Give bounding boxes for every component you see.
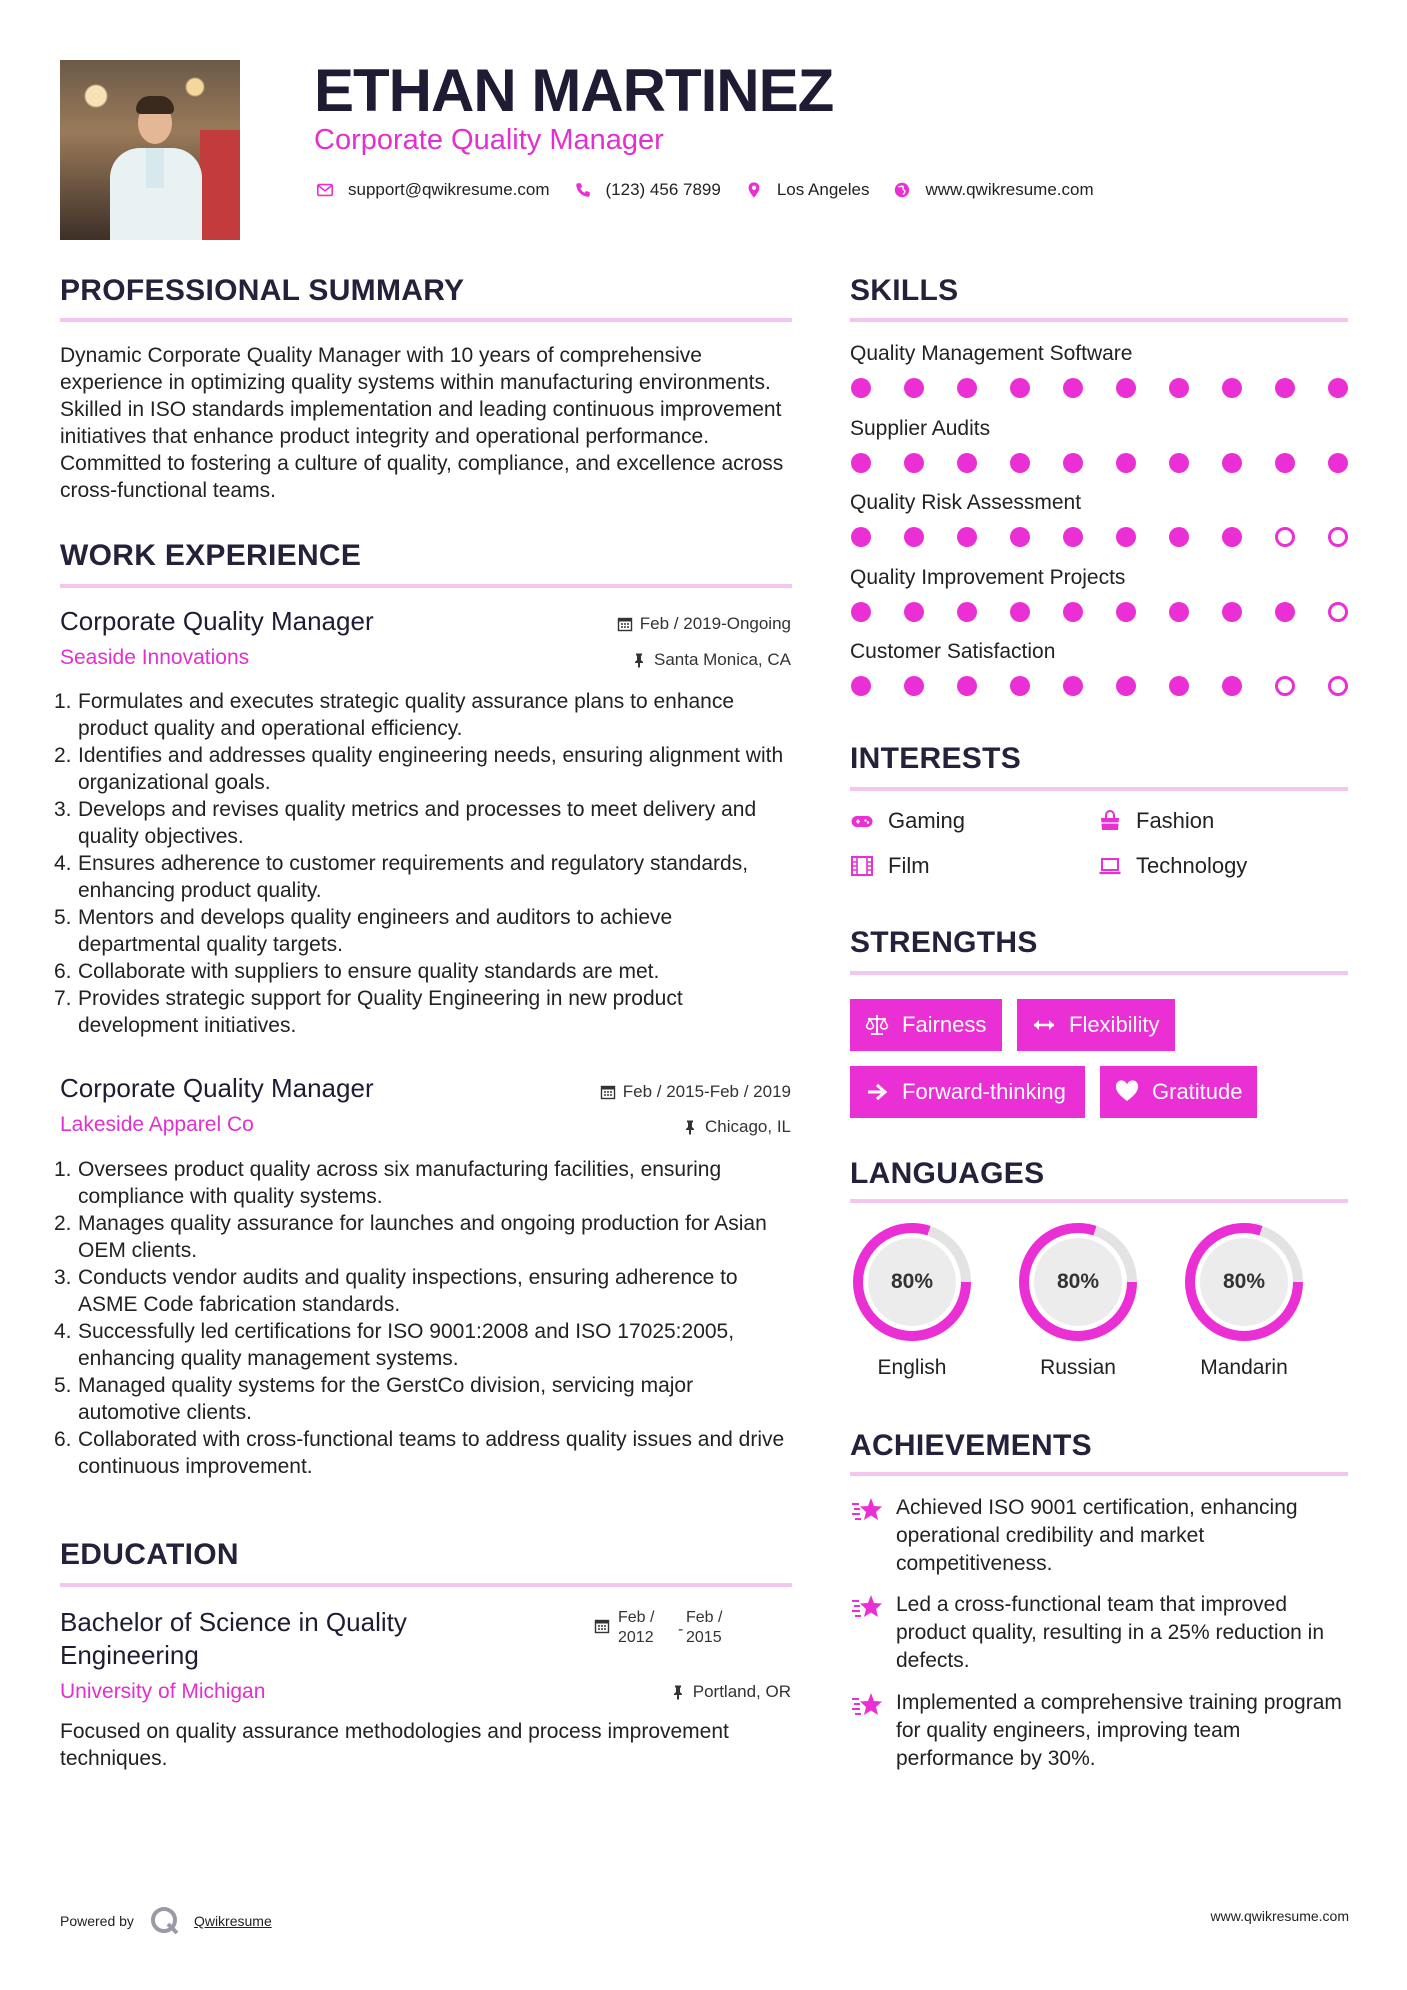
skill-dot-filled xyxy=(1169,453,1189,473)
interest-technology: Technology xyxy=(1098,853,1247,879)
job-1-title: Corporate Quality Manager xyxy=(60,606,374,636)
skill-rating xyxy=(851,676,1351,696)
skill-dot-filled xyxy=(1116,453,1136,473)
skill-dot-filled xyxy=(1222,378,1242,398)
language-name: English xyxy=(877,1356,947,1379)
skill-dot-filled xyxy=(1222,602,1242,622)
star-trophy-icon xyxy=(850,1691,884,1721)
shopping-bag-icon xyxy=(1098,809,1122,833)
job-duty-item: 2. Manages quality assurance for launches and ongoing production for Asian OEM clients. xyxy=(54,1212,767,1262)
skill-dot-filled xyxy=(1010,527,1030,547)
education-heading: EDUCATION xyxy=(60,1538,239,1571)
skill-name: Quality Improvement Projects xyxy=(850,565,1126,589)
language-item xyxy=(1182,1220,1306,1379)
skill-dot-filled xyxy=(1063,527,1083,547)
summary-divider xyxy=(60,318,792,322)
skill-dot-filled xyxy=(957,378,977,398)
languages-divider xyxy=(850,1199,1348,1203)
calendar-icon xyxy=(617,616,633,632)
gamepad-icon xyxy=(850,809,874,833)
job-2-company: Lakeside Apparel Co xyxy=(60,1113,254,1136)
language-name: Mandarin xyxy=(1200,1356,1288,1379)
skill-dot-filled xyxy=(1275,602,1295,622)
map-marker-icon xyxy=(743,179,765,201)
skill-dot-empty xyxy=(1328,676,1348,696)
language-name: Russian xyxy=(1040,1356,1116,1379)
skill-dot-filled xyxy=(1169,527,1189,547)
job-duty-item: 2. Identifies and addresses quality engineering needs, ensuring alignment with organizational goals. xyxy=(54,744,784,794)
skill-dot-filled xyxy=(957,602,977,622)
skills-divider xyxy=(850,318,1348,322)
achievement-3: Implemented a comprehensive training program for quality engineers, improving team performance by 30%. xyxy=(850,1689,1360,1773)
job-duty-item: 1. Formulates and executes strategic quality assurance plans to enhance product quality and operational efficiency. xyxy=(54,690,735,740)
contact-email-text: support@qwikresume.com xyxy=(348,180,550,199)
profile-photo xyxy=(60,60,240,240)
job-duty-item: 5. Mentors and develops quality engineers and auditors to achieve departmental quality targets. xyxy=(54,906,673,956)
experience-divider xyxy=(60,584,792,588)
contact-email[interactable] xyxy=(314,179,550,201)
skill-dot-filled xyxy=(957,453,977,473)
star-trophy-icon xyxy=(850,1496,884,1526)
interests-heading: INTERESTS xyxy=(850,742,1022,775)
interests-divider xyxy=(850,787,1348,791)
skill-dot-filled xyxy=(851,527,871,547)
skill-dot-filled xyxy=(904,602,924,622)
education-text: Focused on quality assurance methodologies and process improvement techniques. xyxy=(60,1720,729,1770)
language-item xyxy=(850,1220,974,1379)
education-school: University of Michigan xyxy=(60,1680,266,1703)
skill-name: Quality Risk Assessment xyxy=(850,491,1082,514)
skill-dot-filled xyxy=(1328,378,1348,398)
skill-dot-filled xyxy=(1169,676,1189,696)
arrow-right-icon xyxy=(864,1079,890,1105)
job-2-title: Corporate Quality Manager xyxy=(60,1073,374,1103)
achievement-1: Achieved ISO 9001 certification, enhancing operational credibility and market competitiveness. xyxy=(850,1494,1360,1578)
skill-dot-filled xyxy=(904,453,924,473)
job-duty-item: 3. Develops and revises quality metrics and processes to meet delivery and quality objectives. xyxy=(54,798,757,848)
skill-dot-filled xyxy=(1116,676,1136,696)
language-percent: 80% xyxy=(1056,1270,1100,1293)
skill-dot-empty xyxy=(1275,527,1295,547)
skill-dot-filled xyxy=(1063,602,1083,622)
experience-heading: WORK EXPERIENCE xyxy=(60,539,362,572)
skill-dot-filled xyxy=(1063,378,1083,398)
skill-dot-filled xyxy=(1010,378,1030,398)
skill-dot-filled xyxy=(1116,527,1136,547)
achievements-divider xyxy=(850,1472,1348,1476)
job-1-location: Santa Monica, CA xyxy=(631,650,791,670)
achievements-heading: ACHIEVEMENTS xyxy=(850,1429,1092,1462)
contact-location-text: Los Angeles xyxy=(776,180,870,199)
interest-film: Film xyxy=(850,853,930,879)
strength-fairness: Fairness xyxy=(850,999,1002,1051)
job-duty-item: 1. Oversees product quality across six manufacturing facilities, ensuring compliance with quality systems. xyxy=(54,1158,722,1208)
job-2-date: Feb / 2015-Feb / 2019 xyxy=(600,1082,791,1102)
contact-phone-text: (123) 456 7899 xyxy=(605,180,721,199)
job-duty-item: 4. Successfully led certifications for ISO 9001:2008 and ISO 17025:2005, enhancing quality management systems. xyxy=(54,1320,735,1370)
skill-dot-empty xyxy=(1328,602,1348,622)
skill-dot-filled xyxy=(1116,378,1136,398)
contact-website-text: www.qwikresume.com xyxy=(925,180,1094,199)
skill-dot-filled xyxy=(957,676,977,696)
languages-heading: LANGUAGES xyxy=(850,1157,1045,1190)
pin-icon xyxy=(682,1119,698,1135)
globe-icon xyxy=(891,179,913,201)
skill-rating xyxy=(851,378,1351,398)
job-duty-item: 3. Conducts vendor audits and quality inspections, ensuring adherence to ASME Code fabrication standards. xyxy=(54,1266,738,1316)
contact-location xyxy=(743,179,870,201)
qwikresume-link[interactable]: Qwikresume xyxy=(193,1913,272,1929)
skill-dot-filled xyxy=(904,676,924,696)
skill-dot-filled xyxy=(1010,453,1030,473)
strength-flexibility: Flexibility xyxy=(1017,999,1175,1051)
arrows-horizontal-icon xyxy=(1031,1012,1057,1038)
calendar-icon xyxy=(594,1618,610,1634)
footer-powered-by: Powered by Qwikresume xyxy=(60,1904,272,1938)
contact-bar xyxy=(314,178,1116,202)
skill-dot-filled xyxy=(851,453,871,473)
skills-heading: SKILLS xyxy=(850,274,959,307)
skill-dot-filled xyxy=(1222,676,1242,696)
job-duty-item: 5. Managed quality systems for the GerstCo division, servicing major automotive clients. xyxy=(54,1374,694,1424)
skill-rating xyxy=(851,453,1351,473)
strengths-heading: STRENGTHS xyxy=(850,926,1038,959)
skill-dot-filled xyxy=(1222,453,1242,473)
skill-dot-filled xyxy=(1169,378,1189,398)
skill-rating xyxy=(851,602,1351,622)
skill-dot-filled xyxy=(1116,602,1136,622)
skill-dot-filled xyxy=(851,378,871,398)
education-dates: Feb / 2012 - Feb / 2015 xyxy=(594,1608,746,1648)
pin-icon xyxy=(670,1684,686,1700)
skill-dot-empty xyxy=(1328,527,1348,547)
film-icon xyxy=(850,854,874,878)
skill-dot-filled xyxy=(1169,602,1189,622)
job-1-duties xyxy=(54,688,794,1039)
strength-forward-thinking: Forward-thinking xyxy=(850,1066,1085,1118)
education-location: Portland, OR xyxy=(670,1682,791,1702)
job-duty-item: 4. Ensures adherence to customer requirements and regulatory standards, enhancing product quality. xyxy=(54,852,749,902)
candidate-name: ETHAN MARTINEZ xyxy=(314,57,834,124)
skill-dot-filled xyxy=(1010,676,1030,696)
skill-rating xyxy=(851,527,1351,547)
education-degree: Bachelor of Science in Quality Engineering xyxy=(60,1607,407,1670)
calendar-icon xyxy=(600,1084,616,1100)
skill-dot-filled xyxy=(1010,602,1030,622)
skill-name: Supplier Audits xyxy=(850,416,991,440)
job-1-date: Feb / 2019-Ongoing xyxy=(617,614,791,634)
skill-dot-empty xyxy=(1275,676,1295,696)
candidate-role: Corporate Quality Manager xyxy=(314,124,664,156)
job-duty-item: 7. Provides strategic support for Quality Engineering in new product development initiatives. xyxy=(54,987,683,1037)
summary-text: Dynamic Corporate Quality Manager with 10 years of comprehensive experience in optimizing quality systems within manufacturing environments. Skilled in ISO standards implementation and leading continuous improvement initiatives that enhance product integrity and operational performance. Committed to fostering a culture of quality, compliance, and excellence across cross-functional teams. xyxy=(60,344,784,502)
job-2-location: Chicago, IL xyxy=(682,1117,791,1137)
star-trophy-icon xyxy=(850,1593,884,1623)
job-1-company: Seaside Innovations xyxy=(60,646,250,669)
skill-dot-filled xyxy=(1328,453,1348,473)
skill-dot-filled xyxy=(1275,453,1295,473)
job-2-duties xyxy=(54,1156,794,1480)
language-item xyxy=(1016,1220,1140,1379)
interest-fashion: Fashion xyxy=(1098,808,1214,834)
envelope-icon xyxy=(314,179,336,201)
skill-dot-filled xyxy=(1222,527,1242,547)
skill-dot-filled xyxy=(1063,453,1083,473)
strengths-divider xyxy=(850,971,1348,975)
skill-dot-filled xyxy=(904,527,924,547)
qwikresume-logo-icon xyxy=(148,1904,182,1938)
skill-name: Customer Satisfaction xyxy=(850,640,1056,663)
skill-dot-filled xyxy=(851,676,871,696)
skill-dot-filled xyxy=(851,602,871,622)
language-percent: 80% xyxy=(1222,1270,1266,1293)
skill-dot-filled xyxy=(1063,676,1083,696)
skill-name: Quality Management Software xyxy=(850,342,1133,365)
skill-dot-filled xyxy=(1275,378,1295,398)
balance-scale-icon xyxy=(864,1012,890,1038)
job-duty-item: 6. Collaborate with suppliers to ensure quality standards are met. xyxy=(54,960,660,983)
language-percent: 80% xyxy=(890,1270,934,1293)
skill-dot-filled xyxy=(957,527,977,547)
pin-icon xyxy=(631,652,647,668)
achievement-2: Led a cross-functional team that improved product quality, resulting in a 25% reduction in defects. xyxy=(850,1591,1360,1675)
skill-dot-filled xyxy=(904,378,924,398)
strength-gratitude: Gratitude xyxy=(1100,1066,1257,1118)
contact-website[interactable] xyxy=(891,179,1093,201)
footer-website[interactable]: www.qwikresume.com xyxy=(1210,1908,1349,1924)
education-divider xyxy=(60,1583,792,1587)
job-duty-item: 6. Collaborated with cross-functional teams to address quality issues and drive continuous improvement. xyxy=(54,1428,785,1478)
interest-gaming: Gaming xyxy=(850,808,965,834)
heart-icon xyxy=(1114,1079,1140,1105)
laptop-icon xyxy=(1098,854,1122,878)
contact-phone[interactable] xyxy=(572,179,721,201)
phone-icon xyxy=(572,179,594,201)
summary-heading: PROFESSIONAL SUMMARY xyxy=(60,274,465,307)
